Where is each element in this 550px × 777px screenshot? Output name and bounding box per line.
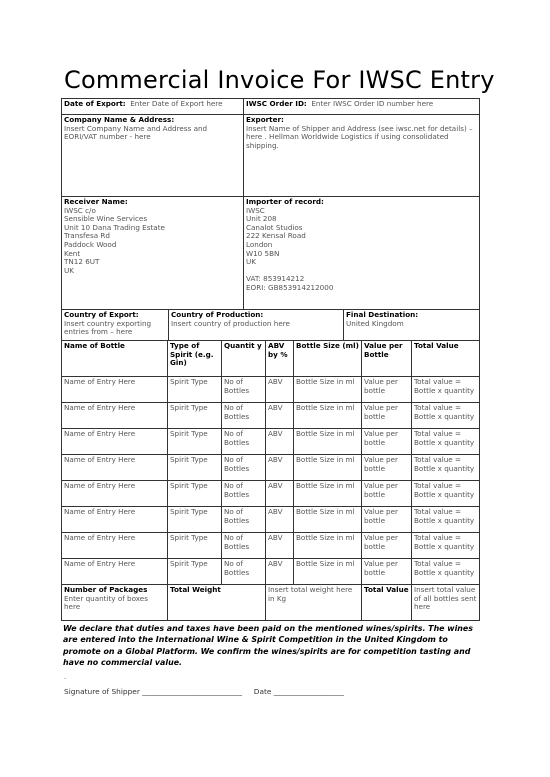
entry-name-field[interactable]: Name of Entry Here [62, 403, 168, 429]
entry-name-field[interactable]: Name of Entry Here [62, 429, 168, 455]
header-table [61, 98, 480, 310]
entry-name-field[interactable]: Name of Entry Here [62, 455, 168, 481]
totals-row [62, 585, 480, 621]
bottle-size-field[interactable]: Bottle Size in ml [294, 559, 362, 585]
weight-label-cell: Total Weight [168, 585, 266, 621]
total-value-field[interactable]: Total value = Bottle x quantity [412, 481, 480, 507]
quantity-field[interactable]: No of Bottles [222, 403, 266, 429]
table-row [62, 429, 480, 455]
spirit-type-field[interactable]: Spirit Type [168, 403, 222, 429]
bottle-size-field[interactable]: Bottle Size in ml [294, 403, 362, 429]
col-header: Value per Bottle [362, 341, 412, 377]
value-per-bottle-field[interactable]: Value per bottle [362, 507, 412, 533]
packages-field[interactable]: Enter quantity of boxes here [64, 593, 148, 612]
bottle-size-field[interactable]: Bottle Size in ml [294, 481, 362, 507]
packages-cell[interactable]: Number of Packages Enter quantity of boxes here [62, 585, 168, 621]
quantity-field[interactable]: No of Bottles [222, 533, 266, 559]
quantity-field[interactable]: No of Bottles [222, 507, 266, 533]
bottle-size-field[interactable]: Bottle Size in ml [294, 429, 362, 455]
date-of-export-cell[interactable]: Date of Export: Enter Date of Export here [62, 99, 244, 115]
spirit-type-field[interactable]: Spirit Type [168, 481, 222, 507]
table-row [62, 455, 480, 481]
bottle-size-field[interactable]: Bottle Size in ml [294, 455, 362, 481]
entry-name-field[interactable]: Name of Entry Here [62, 507, 168, 533]
abv-field[interactable]: ABV [266, 533, 294, 559]
value-per-bottle-field[interactable]: Value per bottle [362, 559, 412, 585]
final-destination-value: United Kingdom [346, 318, 404, 328]
company-cell[interactable]: Company Name & Address: Insert Company Name and Address and EORI/VAT number - here [62, 115, 244, 197]
abv-field[interactable]: ABV [266, 507, 294, 533]
value-per-bottle-field[interactable]: Value per bottle [362, 377, 412, 403]
abv-field[interactable]: ABV [266, 481, 294, 507]
table-row [62, 377, 480, 403]
total-value-field[interactable]: Total value = Bottle x quantity [412, 429, 480, 455]
total-value-field[interactable]: Total value = Bottle x quantity [412, 507, 480, 533]
country-export-field[interactable]: Insert country exporting entries from – here [64, 318, 152, 337]
abv-field[interactable]: ABV [266, 455, 294, 481]
abv-field[interactable]: ABV [266, 403, 294, 429]
total-value-field[interactable]: Total value = Bottle x quantity [412, 403, 480, 429]
date-of-export-field[interactable]: Enter Date of Export here [130, 99, 223, 108]
value-per-bottle-field[interactable]: Value per bottle [362, 533, 412, 559]
weight-field[interactable]: Insert total weight here in Kg [268, 585, 353, 603]
value-per-bottle-field[interactable]: Value per bottle [362, 455, 412, 481]
bottle-size-field[interactable]: Bottle Size in ml [294, 533, 362, 559]
spirit-type-field[interactable]: Spirit Type [168, 559, 222, 585]
col-header: Bottle Size (ml) [294, 341, 362, 377]
value-per-bottle-field[interactable]: Value per bottle [362, 429, 412, 455]
country-production-cell[interactable]: Country of Production: Insert country of production here [169, 310, 344, 341]
quantity-field[interactable]: No of Bottles [222, 481, 266, 507]
bottle-size-field[interactable]: Bottle Size in ml [294, 507, 362, 533]
table-row [62, 533, 480, 559]
spirit-type-field[interactable]: Spirit Type [168, 429, 222, 455]
spirit-type-field[interactable]: Spirit Type [168, 377, 222, 403]
final-destination-cell: Final Destination: United Kingdom [344, 310, 480, 341]
total-cell[interactable] [412, 585, 480, 621]
company-field[interactable]: Insert Company Name and Address and EORI/VAT number - here [64, 123, 208, 142]
total-field[interactable]: Insert total value of all bottles sent here [414, 585, 477, 612]
receiver-cell: Receiver Name: IWSC c/o Sensible Wine Services Unit 10 Dana Trading Estate Transfesa Rd Paddock Wood Kent TN12 6UT UK [62, 197, 244, 310]
abv-field[interactable]: ABV [266, 429, 294, 455]
spirit-type-field[interactable]: Spirit Type [168, 507, 222, 533]
col-header: ABV by % [266, 341, 294, 377]
abv-field[interactable]: ABV [266, 559, 294, 585]
quantity-field[interactable]: No of Bottles [222, 377, 266, 403]
entry-name-field[interactable]: Name of Entry Here [62, 559, 168, 585]
entry-name-field[interactable]: Name of Entry Here [62, 481, 168, 507]
value-per-bottle-field[interactable]: Value per bottle [362, 481, 412, 507]
importer-address: IWSC Unit 208 Canalot Studios 222 Kensal Road London W10 5BN UK VAT: 853914212 EORI: GB853914212000 [246, 205, 334, 292]
countries-table [61, 309, 480, 341]
quantity-field[interactable]: No of Bottles [222, 559, 266, 585]
abv-field[interactable]: ABV [266, 377, 294, 403]
items-table [61, 340, 480, 621]
table-row [62, 559, 480, 585]
col-header: Total Value [412, 341, 480, 377]
total-value-field[interactable]: Total value = Bottle x quantity [412, 533, 480, 559]
page-title: Commercial Invoice For IWSC Entry [64, 66, 495, 94]
table-row [62, 403, 480, 429]
signature-field[interactable]: Signature of Shipper ___________________________ [64, 687, 242, 696]
signature-line[interactable] [64, 687, 344, 696]
importer-cell: Importer of record: IWSC Unit 208 Canalot Studios 222 Kensal Road London W10 5BN UK VAT: 853914212 EORI: GB853914212000 [244, 197, 480, 310]
receiver-address: IWSC c/o Sensible Wine Services Unit 10 Dana Trading Estate Transfesa Rd Paddock Wood Kent TN12 6UT UK [64, 205, 165, 275]
quantity-field[interactable]: No of Bottles [222, 455, 266, 481]
country-production-field[interactable]: Insert country of production here [171, 318, 290, 328]
exporter-cell[interactable]: Exporter: Insert Name of Shipper and Address (see iwsc.net for details) – here . Hellman Worldwide Logistics if using consolidated shipping. [244, 115, 480, 197]
spirit-type-field[interactable]: Spirit Type [168, 455, 222, 481]
total-value-field[interactable]: Total value = Bottle x quantity [412, 455, 480, 481]
items-header-row [62, 341, 480, 377]
order-id-field[interactable]: Enter IWSC Order ID number here [311, 99, 434, 108]
table-row [62, 481, 480, 507]
col-header: Quantit y [222, 341, 266, 377]
declaration-text: We declare that duties and taxes have been paid on the mentioned wines/spirits. The wines are entered into the International Wine & Spirit Competition in the United Kingdom to promote on a Global Platform. We confirm the wines/spirits are for competition tasting and have no commercial value. [63, 624, 473, 667]
bottle-size-field[interactable]: Bottle Size in ml [294, 377, 362, 403]
quantity-field[interactable]: No of Bottles [222, 429, 266, 455]
weight-cell[interactable] [266, 585, 362, 621]
total-value-field[interactable]: Total value = Bottle x quantity [412, 559, 480, 585]
exporter-field[interactable]: Insert Name of Shipper and Address (see iwsc.net for details) – here . Hellman Worldwide Logistics if using consolidated shipping. [246, 123, 473, 150]
spirit-type-field[interactable]: Spirit Type [168, 533, 222, 559]
col-header: Name of Bottle [62, 341, 168, 377]
table-row [62, 507, 480, 533]
col-header: Type of Spirit (e.g. Gin) [168, 341, 222, 377]
total-label-cell: Total Value [362, 585, 412, 621]
order-id-cell[interactable]: IWSC Order ID: Enter IWSC Order ID number here [244, 99, 480, 115]
date-field[interactable]: Date ___________________ [253, 687, 344, 696]
separator-dot: . [64, 673, 67, 681]
entry-name-field[interactable]: Name of Entry Here [62, 533, 168, 559]
entry-name-field[interactable]: Name of Entry Here [62, 377, 168, 403]
value-per-bottle-field[interactable]: Value per bottle [362, 403, 412, 429]
country-export-cell[interactable]: Country of Export: Insert country exporting entries from – here [62, 310, 169, 341]
total-value-field[interactable]: Total value = Bottle x quantity [412, 377, 480, 403]
